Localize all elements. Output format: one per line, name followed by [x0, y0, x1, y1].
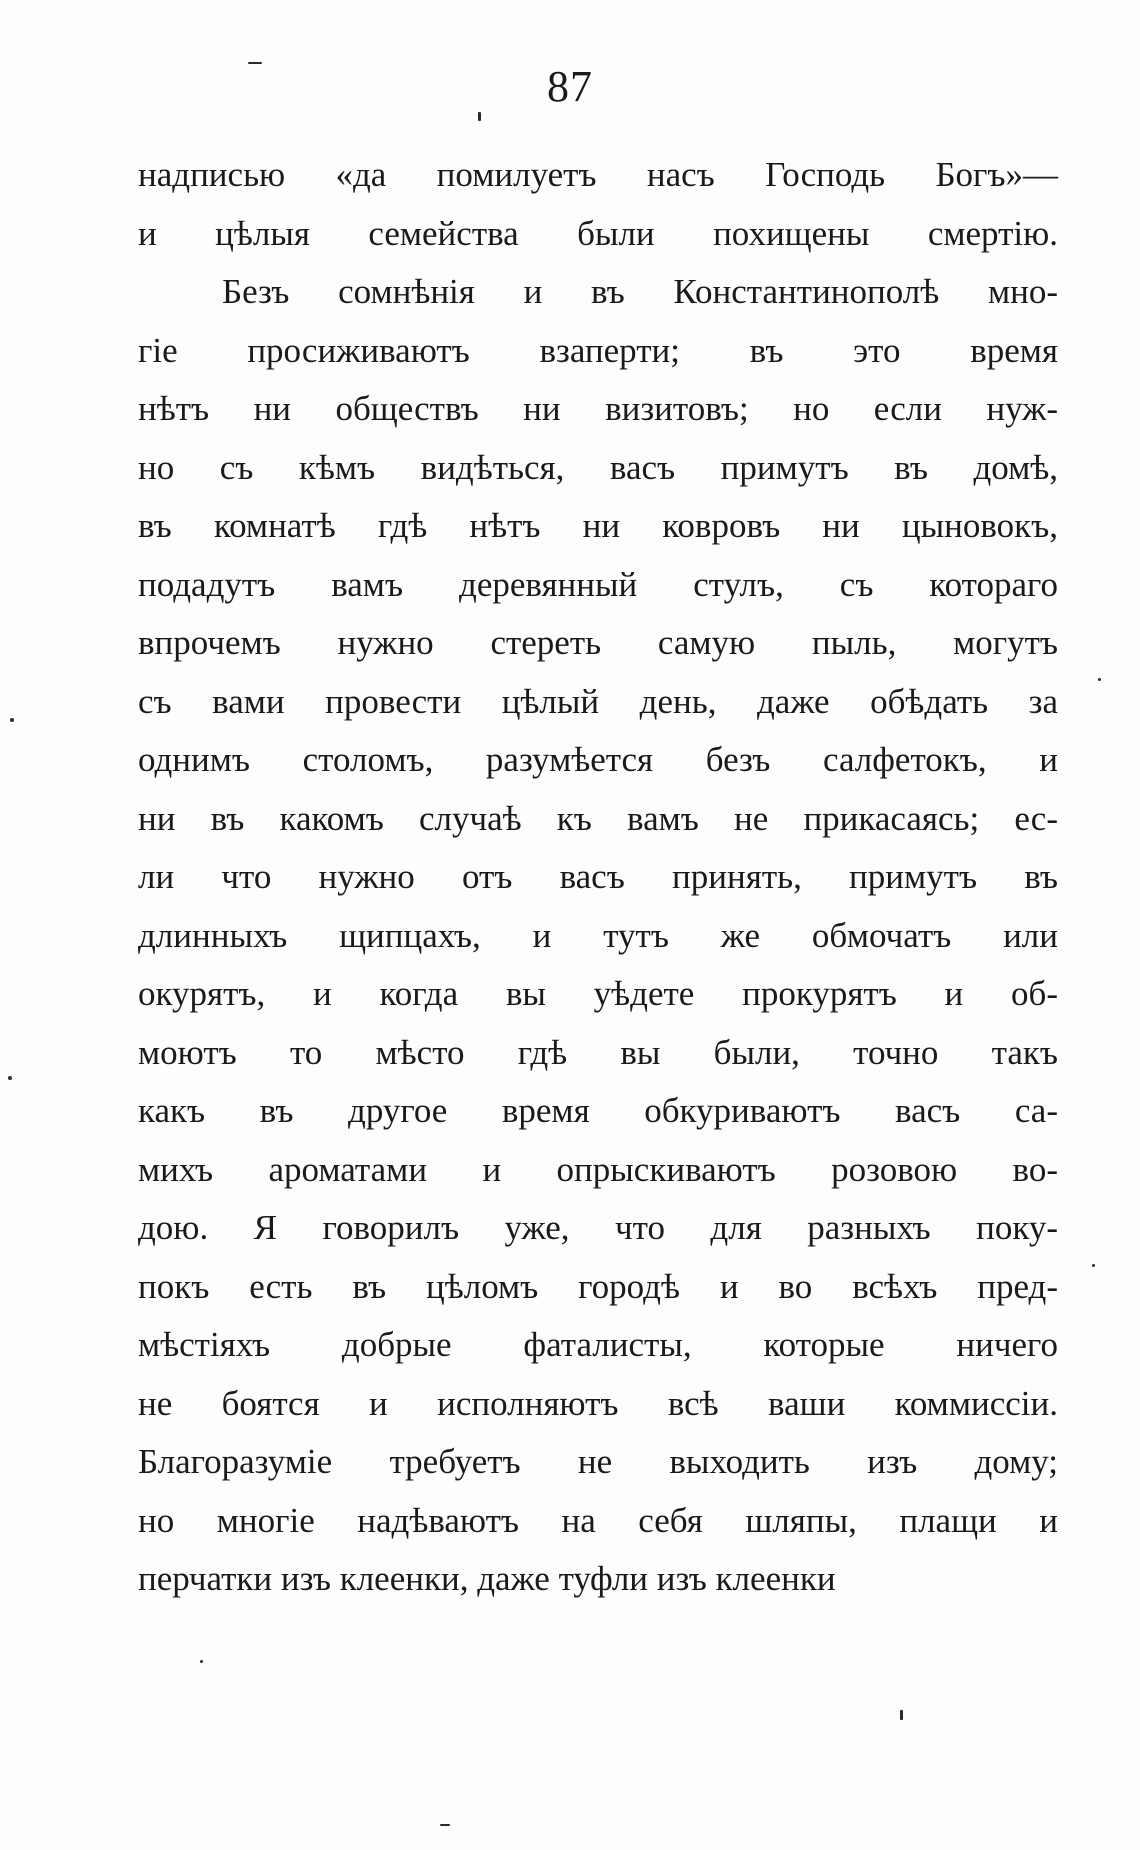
scan-speck: [248, 62, 262, 64]
text-line: мѣстіяхъ добрые фаталисты, которые ничего: [138, 1325, 1058, 1364]
scan-speck: [10, 718, 14, 722]
text-line: но съ кѣмъ видѣться, васъ примутъ въ домѣ,: [138, 447, 1058, 487]
scan-speck: [900, 1710, 903, 1720]
text-line: подадутъ вамъ деревянный стулъ, съ котораго: [138, 564, 1058, 604]
text-line: какъ въ другое время обкуриваютъ васъ са-: [138, 1091, 1058, 1130]
scan-speck: [200, 1660, 203, 1663]
text-line: нѣтъ ни обществъ ни визитовъ; но если нуж-: [138, 389, 1058, 428]
text-line: впрочемъ нужно стереть самую пыль, могутъ: [138, 623, 1058, 662]
text-line: не боятся и исполняютъ всѣ ваши коммиссіи.: [138, 1383, 1058, 1423]
text-line: гіе просиживаютъ взаперти; въ это время: [138, 330, 1058, 370]
scan-speck: [440, 1824, 450, 1826]
text-line: моютъ то мѣсто гдѣ вы были, точно такъ: [138, 1032, 1058, 1072]
text-line: михъ ароматами и опрыскиваютъ розовою во-: [138, 1149, 1058, 1189]
text-line: Безъ сомнѣнія и въ Константинополѣ мно-: [222, 272, 1058, 311]
text-line: длинныхъ щипцахъ, и тутъ же обмочатъ или: [138, 915, 1058, 955]
text-line: но многіе надѣваютъ на себя шляпы, плащи и: [138, 1500, 1058, 1540]
text-line: перчатки изъ клеенки, даже туфли изъ клеенки: [138, 1559, 836, 1598]
text-line: дою. Я говорилъ уже, что для разныхъ поку-: [138, 1208, 1058, 1247]
scan-speck: [1092, 1264, 1095, 1267]
text-line: и цѣлыя семейства были похищены смертію.: [138, 213, 1058, 253]
scan-speck: [1098, 678, 1101, 681]
text-line: покъ есть въ цѣломъ городѣ и во всѣхъ пред-: [138, 1266, 1058, 1306]
text-line: въ комнатѣ гдѣ нѣтъ ни ковровъ ни цыновокъ,: [138, 506, 1058, 545]
text-line: ни въ какомъ случаѣ къ вамъ не прикасаясь; ес-: [138, 798, 1058, 838]
scan-speck: [8, 1076, 12, 1080]
text-line: надписью «да помилуетъ насъ Господь Богъ»—: [138, 155, 1058, 194]
page-number: 87: [547, 62, 593, 111]
text-line: окурятъ, и когда вы уѣдете прокурятъ и об-: [138, 974, 1058, 1013]
body-text: [138, 146, 1058, 1609]
text-line: однимъ столомъ, разумѣется безъ салфетокъ, и: [138, 740, 1058, 779]
text-line: Благоразуміе требуетъ не выходить изъ дому;: [138, 1442, 1058, 1481]
scan-speck: [478, 112, 481, 121]
text-line: съ вами провести цѣлый день, даже обѣдать за: [138, 681, 1058, 721]
text-line: ли что нужно отъ васъ принять, примутъ въ: [138, 857, 1058, 896]
